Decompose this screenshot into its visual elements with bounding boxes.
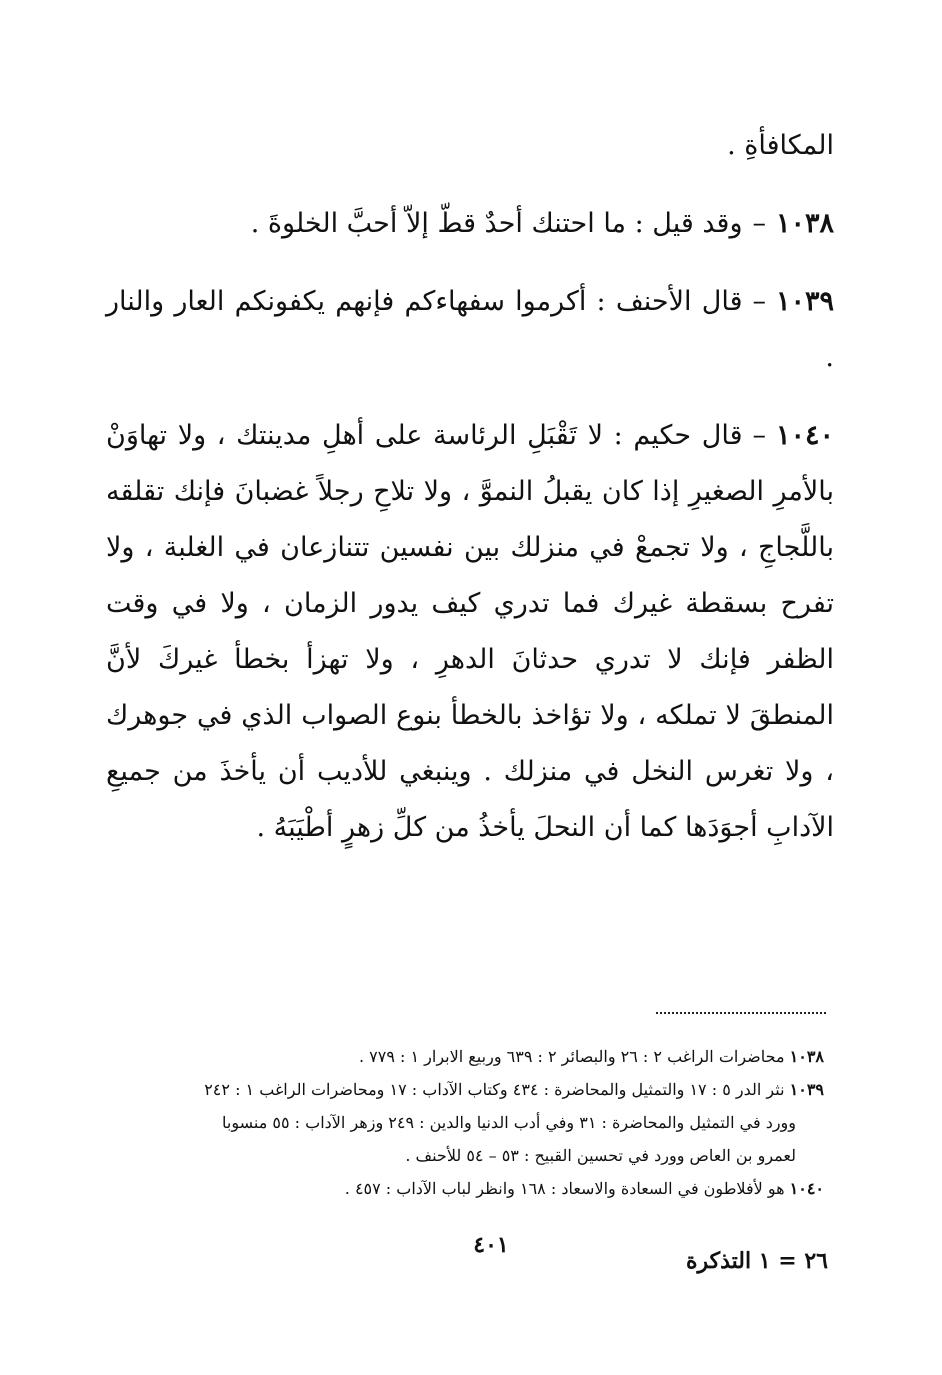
entry-1039 <box>106 274 834 386</box>
entry-text: وقد قيل : ما احتنك أحدٌ قطّ إلاّ أحبَّ الخلوةَ . <box>250 208 743 239</box>
entry-1040 <box>106 408 834 856</box>
signature-mark: ٢٦ = ١ التذكرة <box>685 1248 828 1274</box>
footnote-1040 <box>118 1172 824 1205</box>
footnote-1038 <box>118 1040 824 1073</box>
page-number: ٤٠١ <box>473 1232 509 1258</box>
footnote-1039-continued <box>118 1139 824 1172</box>
footnote-number: ١٠٣٩ <box>789 1080 824 1099</box>
entry-dash: – <box>752 286 766 317</box>
paragraph-continuation <box>106 118 834 174</box>
footnote-number: ١٠٤٠ <box>789 1179 824 1198</box>
footnote-text: لعمرو بن العاص وورد في تحسين القبيح : ٥٣ – ٥٤ للأحنف . <box>405 1146 796 1165</box>
footnote-text: نثر الدر ٥ : ١٧ والتمثيل والمحاضرة : ٤٣٤ وكتاب الآداب : ١٧ ومحاضرات الراغب ١ : ٢٤٢ <box>204 1080 785 1099</box>
entry-number: ١٠٤٠ <box>775 420 834 451</box>
footnote-text: هو لأفلاطون في السعادة والاسعاد : ١٦٨ وانظر لباب الآداب : ٤٥٧ . <box>344 1179 785 1198</box>
entry-text: قال حكيم : لا تَقْبَلِ الرئاسة على أهلِ مدينتك ، ولا تهاوَنْ بالأمرِ الصغيرِ إذا كان يقبلُ النموَّ ، ولا تلاحِ رجلاً غضبانَ فإنك تقلقه باللَّجاجِ ، ولا تجمعْ في منزلك بين نفسين تتنازعان في الغلبة ، ولا تفرح بسقطة غيرك فما تدري كيف يدور الزمان ، ولا في وقت الظفر فإنك لا تدري حدثانَ الدهرِ ، ولا تهزأ بخطأ غيركَ لأنَّ المنطقَ لا تملكه ، ولا تؤاخذ بالخطأ بنوع الصواب الذي في جوهرك ، ولا تغرس النخل في منزلك . وينبغي للأديب أن يأخذَ من جميعِ الآدابِ أجوَدَها كما أن النحلَ يأخذُ من كلِّ زهرٍ أطْيَبَهُ . <box>106 420 835 843</box>
entry-dash: – <box>752 420 766 451</box>
entry-number: ١٠٣٩ <box>775 286 834 317</box>
main-text-block <box>106 118 834 856</box>
footnote-text: محاضرات الراغب ٢ : ٢٦ والبصائر ٢ : ٦٣٩ وربيع الابرار ١ : ٧٧٩ . <box>358 1047 785 1066</box>
footnotes <box>118 1040 824 1205</box>
entry-dash: – <box>752 208 766 239</box>
entry-number: ١٠٣٨ <box>775 208 834 239</box>
entry-text: قال الأحنف : أكرموا سفهاءكم فإنهم يكفونكم العار والنار . <box>106 286 834 373</box>
entry-1038 <box>106 196 834 252</box>
footnote-separator <box>656 1012 826 1014</box>
footnote-text: وورد في التمثيل والمحاضرة : ٣١ وفي أدب الدنيا والدين : ٢٤٩ وزهر الآداب : ٥٥ منسوبا <box>222 1113 796 1132</box>
footnote-1039-continued <box>118 1106 824 1139</box>
footnote-1039 <box>118 1073 824 1106</box>
paragraph-text: المكافأةِ . <box>727 130 834 161</box>
footnote-number: ١٠٣٨ <box>789 1047 824 1066</box>
